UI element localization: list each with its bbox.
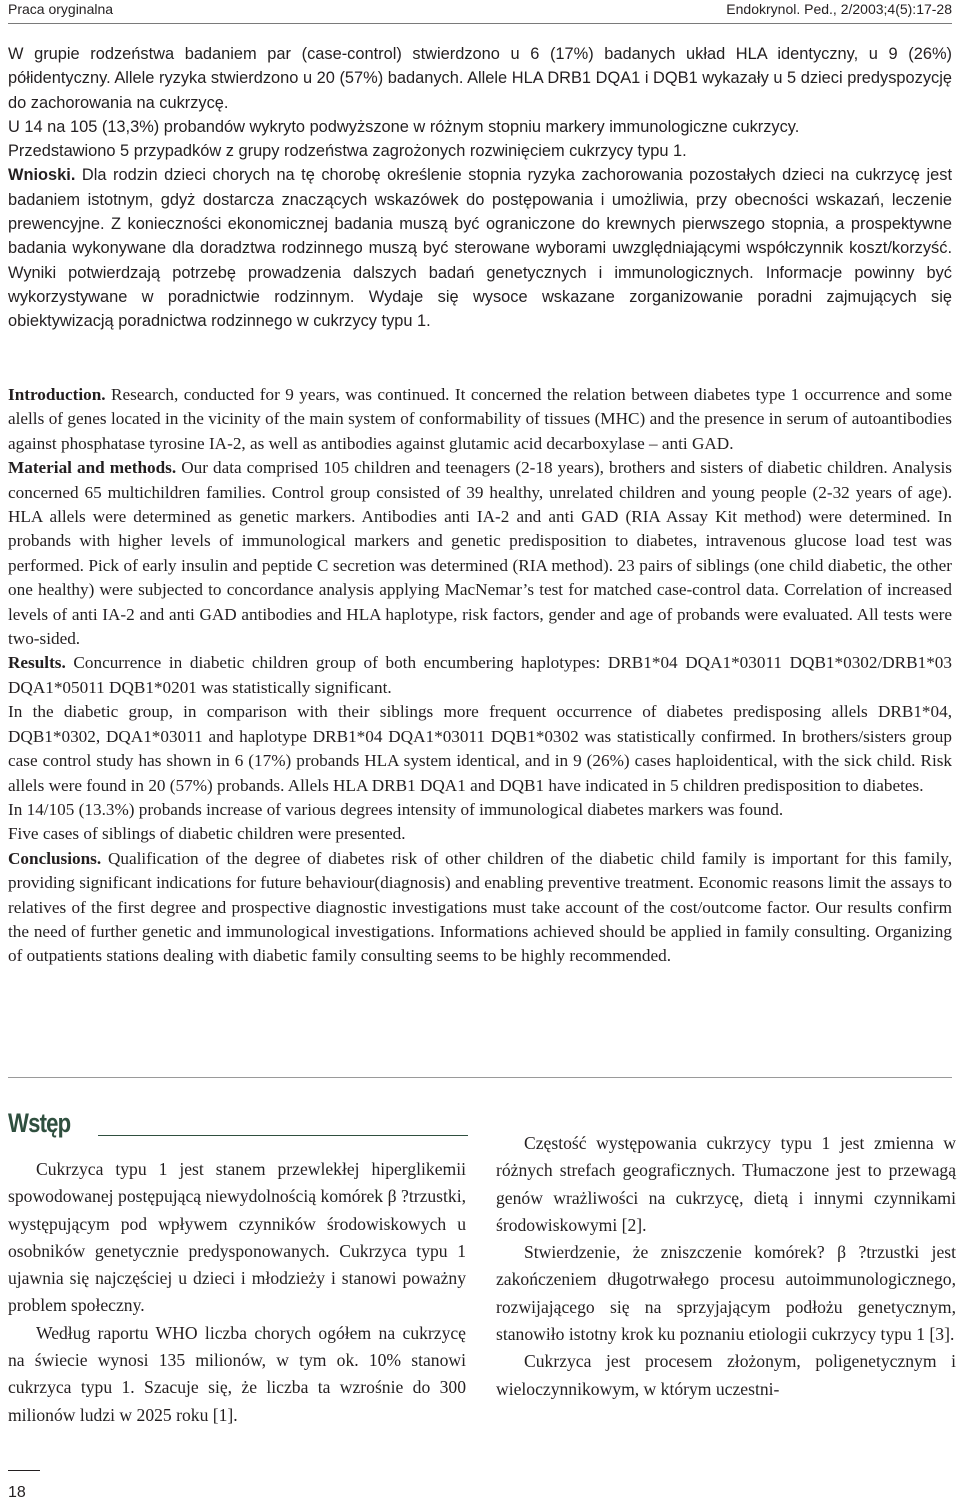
abstract-en-conclusions	[8, 847, 952, 969]
abstract-en-results-paragraph: In 14/105 (13.3%) probands increase of various degrees intensity of immunological diabetes markers was found.	[8, 799, 784, 819]
abstract-en-introduction	[8, 383, 952, 456]
body-paragraph: Cukrzyca typu 1 jest stanem przewlekłej hiperglikemii spowodowanej postępującą niewydolnością komórek β ?trzustki, występującym pod wpływem czynników środowiskowych u osobników genetycznie predysponowanych. Cukrzyca typu 1 ujawnia się najczęściej u dzieci i młodzieży i stanowi poważny problem społeczny.	[8, 1159, 466, 1316]
body-column-left	[8, 1156, 466, 1429]
section-divider	[8, 1077, 952, 1078]
conclusions-label: Conclusions.	[8, 848, 102, 868]
methods-text: Our data comprised 105 children and teenagers (2-18 years), brothers and sisters of diabetic children. Analysis concerned 65 multichildren families. Control group consisted of 39 healthy, unrelated children and young people (2-32 years of age). HLA allels were determined as genetic markers. Antibodies anti IA-2 and anti GAD (RIA Assay Kit method) were determined. In probands with higher levels of immunological markers and genetic predisposition to diabetes, intravenous glucose load test was performed. Pick of early insulin and peptide C secretion was determined (RIA method). 23 pairs of siblings (one child diabetic, the other one healthy) were subjected to concordance analysis applying MacNemar’s test for matched case-control data. Correlation of increased levels of anti IA-2 and anti GAD antibodies and HLA haplotype, risk factors, gender and age of probands were evaluated. All tests were two-sided.	[8, 458, 952, 649]
journal-citation: Endokrynol. Ped., 2/2003;4(5):17-28	[726, 1, 952, 17]
introduction-label: Introduction.	[8, 385, 106, 404]
methods-label: Material and methods.	[8, 458, 177, 478]
body-column-right	[496, 1130, 956, 1403]
article-type-label: Praca oryginalna	[8, 1, 114, 17]
abstract-en-results-paragraph: In the diabetic group, in comparison with their siblings more frequent occurrence of diabetes predisposing allels DRB1*04, DQB1*0302, DQA1*03011 and haplotype DRB1*04 DQA1*03011 DQB1*0302 was statistically confirmed. In brothers/sisters group case control study has shown in 6 (17%) probands HLA system identical, and in 9 (26%) cases haploidentical, with the sick child. Risk allels were found in 20 (57%) probands. Allels HLA DRB1 DQA1 and DQB1 have indicated in 5 children predisposition to diabetes.	[8, 702, 952, 795]
results-text: Concurrence in diabetic children group of both encumbering haplotypes: DRB1*04 DQA1*03011 DQB1*0302/DRB1*03 DQA1*05011 DQB1*0201 was statistically significant.	[8, 653, 952, 697]
introduction-text: Research, conducted for 9 years, was continued. It concerned the relation between diabetes type 1 occurrence and some alells of genes located in the vicinity of the main system of conformability of tissues (MHC) and the presence in serum of autoantibodies against phosphatase tyrosine IA-2, as well as antibodies against glutamic acid decarboxylase – anti GAD.	[8, 385, 952, 453]
abstract-en-methods	[8, 456, 952, 651]
conclusions-text: Dla rodzin dzieci chorych na tę chorobę określenie stopnia ryzyka zachorowania pozostałych dzieci na cukrzycę jest badaniem istotnym, gdyż dostarcza znaczących wskazówek do postępowania i umożliwia, przy obecności wskazań, leczenie prewencyjne. Z konieczności ekonomicznej badania muszą być ograniczone do krewnych pierwszego stopnia, a prospektywne badania wykonywane dla doradztwa rodzinnego muszą być sterowane wyborami uwzględniającymi współczynnik koszt/korzyść. Wyniki potwierdzają potrzebę prowadzenia dalszych badań genetycznych i immunologicznych. Informacje powinny być wykorzystywane w poradnictwie rodzinnym. Wydaje się wysoce wskazane zorganizowanie poradni zajmujących się obiektywizacją poradnictwa rodzinnego w cukrzycy typu 1.	[8, 166, 952, 331]
abstract-polish	[8, 42, 952, 334]
abstract-pl-paragraph: U 14 na 105 (13,3%) probandów wykryto podwyższone w różnym stopniu markery immunologiczne cukrzycy.	[8, 117, 800, 136]
abstract-english	[8, 383, 952, 969]
abstract-pl-paragraph: Przedstawiono 5 przypadków z grupy rodzeństwa zagrożonych rozwinięciem cukrzycy typu 1.	[8, 142, 687, 161]
body-paragraph: Cukrzyca jest procesem złożonym, poligenetycznym i wieloczynnikowym, w którym uczestni-	[496, 1351, 956, 1399]
results-label: Results.	[8, 653, 66, 673]
abstract-en-results	[8, 651, 952, 700]
heading-underline	[98, 1135, 468, 1136]
running-header	[8, 0, 952, 22]
abstract-en-results-paragraph: Five cases of siblings of diabetic children were presented.	[8, 824, 406, 844]
page-number: 18	[8, 1484, 26, 1501]
section-heading: Wstęp	[8, 1108, 71, 1138]
conclusions-label: Wnioski.	[8, 166, 76, 185]
body-paragraph: Częstość występowania cukrzycy typu 1 jest zmienna w różnych strefach geograficznych. Tłumaczone jest to przewagą genów wrażliwości na cukrzycę, dietą i innymi czynnikami środowiskowymi [2].	[496, 1133, 956, 1235]
abstract-pl-conclusions	[8, 163, 952, 333]
abstract-pl-paragraph: W grupie rodzeństwa badaniem par (case-control) stwierdzono u 6 (17%) badanych układ HLA identyczny, u 9 (26%) półidentyczny. Allele ryzyka stwierdzono u 20 (57%) badanych. Allele HLA DRB1 DQA1 i DQB1 wykazały u 5 dzieci predyspozycję do zachorowania na cukrzycę.	[8, 45, 952, 112]
conclusions-text: Qualification of the degree of diabetes risk of other children of the diabetic child family is important for this family, providing significant indications for future behaviour(diagnosis) and enabling preventive treatment. Economic reasons limit the assays to relatives of the first degree and prospective diagnostic investigations must take account of the cost/outcome factor. Our results confirm the need of further genetic and immunological investigations. Informations achieved should be applied in family consulting. Organizing of outpatients stations dealing with diabetic family consulting seems to be highly recommended.	[8, 848, 952, 966]
header-divider	[8, 23, 952, 24]
footer-rule	[8, 1470, 40, 1471]
body-paragraph: Według raportu WHO liczba chorych ogółem na cukrzycę na świecie wynosi 135 milionów, w tym ok. 10% stanowi cukrzyca typu 1. Szacuje się, że liczba ta wzrośnie do 300 milionów ludzi w 2025 roku [1].	[8, 1322, 466, 1425]
body-paragraph: Stwierdzenie, że zniszczenie komórek? β ?trzustki jest zakończeniem długotrwałego procesu autoimmunologicznego, rozwijającego się na sprzyjającym podłożu genetycznym, stanowiło istotny krok ku poznaniu etiologii cukrzycy typu 1 [3].	[496, 1242, 956, 1345]
